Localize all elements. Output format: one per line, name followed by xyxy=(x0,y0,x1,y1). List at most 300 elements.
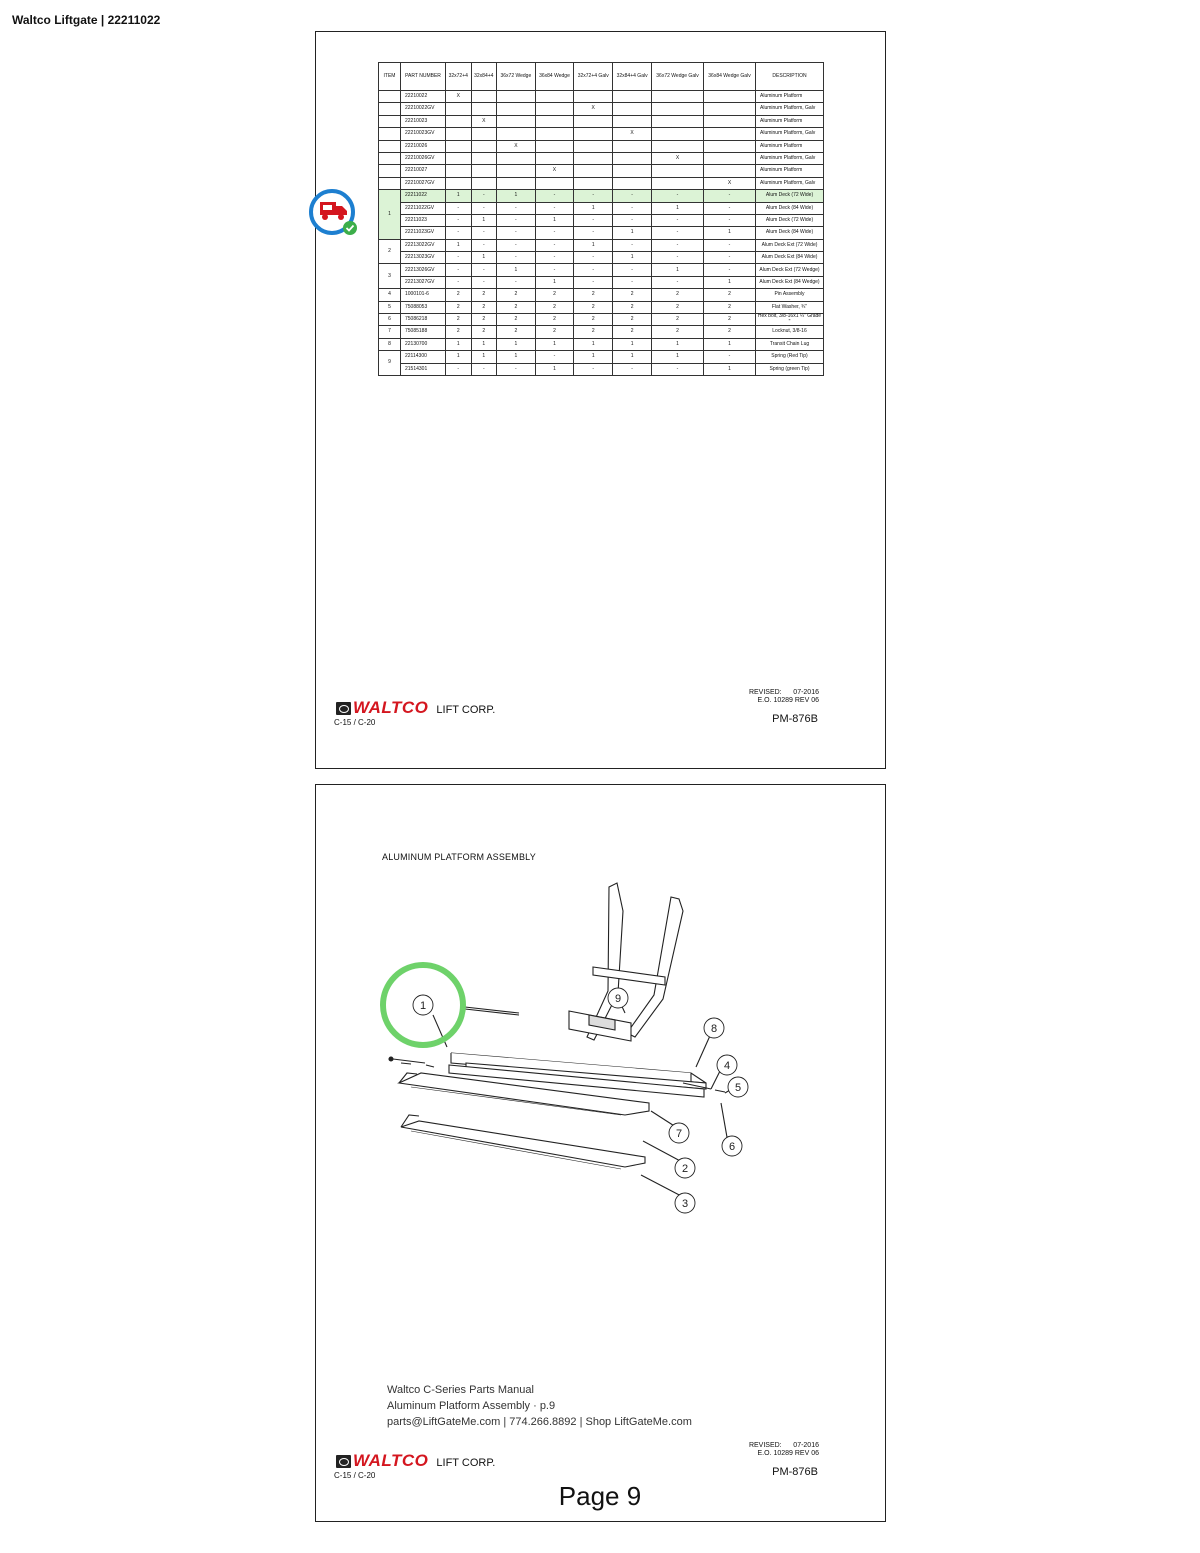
item-cell: 5 xyxy=(379,301,401,313)
quantity-cell: 2 xyxy=(446,301,472,313)
quantity-cell xyxy=(574,115,613,127)
table-row xyxy=(379,338,824,350)
callout-1 xyxy=(413,995,433,1015)
quantity-cell: 2 xyxy=(497,301,536,313)
description-cell: Aluminum Platform xyxy=(756,140,824,152)
quantity-cell: 2 xyxy=(535,289,574,301)
item-cell: 9 xyxy=(379,351,401,376)
quantity-cell: 2 xyxy=(574,301,613,313)
liftgate-truck-badge-icon xyxy=(308,188,358,238)
part-number-cell: 22114300 xyxy=(401,351,446,363)
header-variant: 32x84+4 xyxy=(471,63,497,91)
quantity-cell: 2 xyxy=(574,289,613,301)
lift-arm xyxy=(627,897,683,1037)
table-row xyxy=(379,152,824,164)
item-cell: 8 xyxy=(379,338,401,350)
quantity-cell: 1 xyxy=(652,202,704,214)
brand-name: WALTCO xyxy=(353,1451,429,1470)
callout-3 xyxy=(675,1193,695,1213)
quantity-cell: - xyxy=(446,202,472,214)
quantity-cell: - xyxy=(471,264,497,276)
svg-text:6: 6 xyxy=(728,1141,736,1153)
quantity-cell: - xyxy=(446,227,472,239)
quantity-cell xyxy=(535,103,574,115)
description-cell: Alum Deck (84 Wide) xyxy=(756,202,824,214)
quantity-cell: - xyxy=(652,190,704,202)
quantity-cell: - xyxy=(535,351,574,363)
manual-title: Waltco C-Series Parts Manual xyxy=(387,1384,534,1396)
quantity-cell xyxy=(574,165,613,177)
item-cell: 2 xyxy=(379,239,401,264)
quantity-cell: 2 xyxy=(574,314,613,326)
description-cell: Flat Washer, ¾" xyxy=(756,301,824,313)
table-row xyxy=(379,276,824,288)
table-row xyxy=(379,115,824,127)
quantity-cell xyxy=(574,177,613,189)
quantity-cell xyxy=(471,177,497,189)
table-row xyxy=(379,363,824,375)
revised-label: REVISED: xyxy=(748,1442,782,1449)
manual-section: Aluminum Platform Assembly · p.9 xyxy=(387,1400,556,1412)
quantity-cell: 2 xyxy=(446,314,472,326)
quantity-cell: - xyxy=(446,252,472,264)
quantity-cell: - xyxy=(703,351,755,363)
quantity-cell: - xyxy=(613,202,652,214)
quantity-cell: 2 xyxy=(652,289,704,301)
quantity-cell: 2 xyxy=(613,326,652,338)
quantity-cell: 2 xyxy=(497,326,536,338)
quantity-cell: - xyxy=(471,202,497,214)
quantity-cell xyxy=(497,115,536,127)
table-row xyxy=(379,165,824,177)
eo-number: E.O. 10289 REV 06 xyxy=(757,1450,819,1458)
table-row xyxy=(379,202,824,214)
quantity-cell xyxy=(471,128,497,140)
part-number-cell: 22210022 xyxy=(401,91,446,103)
header-description: DESCRIPTION xyxy=(756,63,824,91)
quantity-cell: X xyxy=(497,140,536,152)
part-number-cell: 75088053 xyxy=(401,301,446,313)
item-cell xyxy=(379,152,401,164)
header-variant: 32x72+4 xyxy=(446,63,472,91)
brand-corp: LIFT CORP. xyxy=(436,704,496,716)
item-cell xyxy=(379,128,401,140)
quantity-cell xyxy=(535,91,574,103)
table-row xyxy=(379,103,824,115)
quantity-cell xyxy=(446,128,472,140)
item-cell: 3 xyxy=(379,264,401,289)
quantity-cell: - xyxy=(703,202,755,214)
description-cell: Alum Deck (84 Wide) xyxy=(756,227,824,239)
pm-number: PM-876B xyxy=(772,1466,818,1478)
header-variant: 36x84 Wedge Galv xyxy=(703,63,755,91)
part-number-cell: 22211023 xyxy=(401,214,446,226)
quantity-cell: X xyxy=(446,91,472,103)
part-number-cell: 22211022 xyxy=(401,190,446,202)
quantity-cell: - xyxy=(471,190,497,202)
quantity-cell: - xyxy=(471,227,497,239)
item-cell: 6 xyxy=(379,314,401,326)
quantity-cell: 1 xyxy=(535,276,574,288)
table-row xyxy=(379,214,824,226)
quantity-cell: X xyxy=(652,152,704,164)
part-number-cell: 22130700 xyxy=(401,338,446,350)
header-variant: 36x84 Wedge xyxy=(535,63,574,91)
quantity-cell xyxy=(497,177,536,189)
revision-block xyxy=(749,1442,819,1459)
quantity-cell: 2 xyxy=(703,314,755,326)
description-cell: Alum Deck (72 Wide) xyxy=(756,190,824,202)
callout-7 xyxy=(669,1123,689,1143)
quantity-cell: - xyxy=(446,363,472,375)
quantity-cell xyxy=(574,128,613,140)
svg-text:3: 3 xyxy=(681,1198,689,1210)
quantity-cell: 2 xyxy=(446,326,472,338)
manual-info xyxy=(387,1382,692,1430)
quantity-cell: 2 xyxy=(535,326,574,338)
quantity-cell xyxy=(652,115,704,127)
quantity-cell xyxy=(446,103,472,115)
quantity-cell: 1 xyxy=(652,351,704,363)
description-cell: Spring (Red Tip) xyxy=(756,351,824,363)
eo-number: E.O. 10289 REV 06 xyxy=(757,697,819,705)
quantity-cell: - xyxy=(535,190,574,202)
quantity-cell xyxy=(613,91,652,103)
quantity-cell xyxy=(497,165,536,177)
waltco-mark-icon xyxy=(336,702,351,715)
quantity-cell: - xyxy=(613,363,652,375)
model-label: C-15 / C-20 xyxy=(334,1471,376,1480)
callout-8 xyxy=(704,1018,724,1038)
waltco-logo xyxy=(336,698,495,718)
quantity-cell xyxy=(574,152,613,164)
header-item: ITEM xyxy=(379,63,401,91)
part-number-cell: 22210027GV xyxy=(401,177,446,189)
quantity-cell: 1 xyxy=(497,264,536,276)
description-cell: Alum Deck Ext (84 Wedge) xyxy=(756,276,824,288)
quantity-cell: 2 xyxy=(535,314,574,326)
quantity-cell xyxy=(535,115,574,127)
quantity-cell xyxy=(471,140,497,152)
part-number-cell: 22213022GV xyxy=(401,239,446,251)
quantity-cell: X xyxy=(471,115,497,127)
quantity-cell xyxy=(446,177,472,189)
quantity-cell: - xyxy=(613,190,652,202)
part-number-cell: 22211023GV xyxy=(401,227,446,239)
quantity-cell: - xyxy=(613,239,652,251)
quantity-cell xyxy=(703,140,755,152)
quantity-cell: 2 xyxy=(703,301,755,313)
table-row xyxy=(379,190,824,202)
quantity-cell: - xyxy=(652,239,704,251)
description-cell: Pin Assembly xyxy=(756,289,824,301)
quantity-cell: 2 xyxy=(613,314,652,326)
quantity-cell xyxy=(613,177,652,189)
deck-extension xyxy=(401,1121,645,1167)
quantity-cell: - xyxy=(446,276,472,288)
quantity-cell xyxy=(613,152,652,164)
item-cell xyxy=(379,140,401,152)
quantity-cell: 2 xyxy=(535,301,574,313)
quantity-cell: - xyxy=(497,239,536,251)
quantity-cell: 1 xyxy=(535,338,574,350)
description-cell: Spring (green Tip) xyxy=(756,363,824,375)
quantity-cell: 2 xyxy=(446,289,472,301)
quantity-cell: 1 xyxy=(574,202,613,214)
quantity-cell: 2 xyxy=(613,301,652,313)
quantity-cell xyxy=(471,165,497,177)
quantity-cell: - xyxy=(446,214,472,226)
svg-text:8: 8 xyxy=(710,1023,718,1035)
quantity-cell: 1 xyxy=(446,351,472,363)
quantity-cell xyxy=(574,140,613,152)
table-row xyxy=(379,351,824,363)
quantity-cell: - xyxy=(471,363,497,375)
svg-text:7: 7 xyxy=(675,1128,683,1140)
quantity-cell: 1 xyxy=(703,363,755,375)
quantity-cell: X xyxy=(574,103,613,115)
quantity-cell: 2 xyxy=(652,314,704,326)
quantity-cell: 1 xyxy=(613,227,652,239)
quantity-cell: 1 xyxy=(613,351,652,363)
header-variant: 36x72 Wedge xyxy=(497,63,536,91)
quantity-cell xyxy=(613,165,652,177)
quantity-cell: 1 xyxy=(574,239,613,251)
quantity-cell: - xyxy=(652,276,704,288)
description-cell: Transit Chain Lug xyxy=(756,338,824,350)
quantity-cell xyxy=(703,115,755,127)
quantity-cell: - xyxy=(652,214,704,226)
item-cell xyxy=(379,177,401,189)
quantity-cell: 1 xyxy=(613,338,652,350)
quantity-cell xyxy=(652,140,704,152)
callout-4 xyxy=(717,1055,737,1075)
quantity-cell: 2 xyxy=(471,314,497,326)
quantity-cell: 1 xyxy=(471,351,497,363)
quantity-cell xyxy=(446,140,472,152)
quantity-cell: - xyxy=(497,227,536,239)
quantity-cell: 1 xyxy=(652,264,704,276)
quantity-cell xyxy=(703,128,755,140)
quantity-cell: X xyxy=(535,165,574,177)
quantity-cell xyxy=(497,128,536,140)
quantity-cell: - xyxy=(613,264,652,276)
quantity-cell: 1 xyxy=(446,239,472,251)
quantity-cell: 2 xyxy=(574,326,613,338)
item-cell: 4 xyxy=(379,289,401,301)
brand-corp: LIFT CORP. xyxy=(436,1457,496,1469)
quantity-cell xyxy=(497,152,536,164)
part-number-cell: 21514301 xyxy=(401,363,446,375)
table-row xyxy=(379,314,824,326)
quantity-cell: 1 xyxy=(497,338,536,350)
description-cell: Aluminum Platform xyxy=(756,115,824,127)
quantity-cell: 2 xyxy=(613,289,652,301)
quantity-cell: - xyxy=(535,264,574,276)
quantity-cell: 2 xyxy=(652,326,704,338)
quantity-cell xyxy=(652,103,704,115)
description-cell: Aluminum Platform xyxy=(756,91,824,103)
quantity-cell: 1 xyxy=(574,338,613,350)
assembly-title: ALUMINUM PLATFORM ASSEMBLY xyxy=(382,852,536,862)
part-number-cell: 1000101-6 xyxy=(401,289,446,301)
header-part-number: PART NUMBER xyxy=(401,63,446,91)
revised-label: REVISED: xyxy=(748,689,782,696)
quantity-cell xyxy=(535,152,574,164)
quantity-cell: - xyxy=(574,264,613,276)
quantity-cell: X xyxy=(613,128,652,140)
item-cell xyxy=(379,103,401,115)
quantity-cell: 2 xyxy=(471,289,497,301)
quantity-cell: 1 xyxy=(446,190,472,202)
quantity-cell: - xyxy=(613,276,652,288)
item-cell xyxy=(379,165,401,177)
quantity-cell: - xyxy=(574,276,613,288)
quantity-cell: 1 xyxy=(497,351,536,363)
table-row xyxy=(379,128,824,140)
table-row xyxy=(379,227,824,239)
quantity-cell: 1 xyxy=(613,252,652,264)
quantity-cell: - xyxy=(703,264,755,276)
platform-assembly-diagram xyxy=(371,875,831,1225)
part-number-cell: 22210023GV xyxy=(401,128,446,140)
quantity-cell: 2 xyxy=(471,301,497,313)
quantity-cell xyxy=(574,91,613,103)
quantity-cell: - xyxy=(497,252,536,264)
part-number-cell: 22210027 xyxy=(401,165,446,177)
document-title: Waltco Liftgate | 22211022 xyxy=(12,13,161,27)
revision-block xyxy=(749,689,819,706)
quantity-cell: 1 xyxy=(574,351,613,363)
quantity-cell: 2 xyxy=(652,301,704,313)
brand-name: WALTCO xyxy=(353,698,429,717)
quantity-cell: - xyxy=(574,227,613,239)
quantity-cell: - xyxy=(535,202,574,214)
waltco-mark-icon xyxy=(336,1455,351,1468)
part-number-cell: 22213027GV xyxy=(401,276,446,288)
quantity-cell: - xyxy=(497,202,536,214)
quantity-cell: - xyxy=(471,239,497,251)
callout-5 xyxy=(728,1077,748,1097)
parts-list-sheet xyxy=(315,31,886,769)
description-cell: Alum Deck Ext (72 Wide) xyxy=(756,239,824,251)
part-number-cell: 22210023 xyxy=(401,115,446,127)
quantity-cell: 1 xyxy=(471,338,497,350)
part-number-cell: 22210026GV xyxy=(401,152,446,164)
item-cell xyxy=(379,115,401,127)
quantity-cell: 1 xyxy=(703,338,755,350)
quantity-cell xyxy=(652,91,704,103)
quantity-cell: 1 xyxy=(535,214,574,226)
table-row xyxy=(379,252,824,264)
quantity-cell xyxy=(471,91,497,103)
part-number-cell: 22210022GV xyxy=(401,103,446,115)
quantity-cell: - xyxy=(574,252,613,264)
quantity-cell: - xyxy=(446,264,472,276)
description-cell: Aluminum Platform xyxy=(756,165,824,177)
item-cell: 7 xyxy=(379,326,401,338)
quantity-cell: 1 xyxy=(703,227,755,239)
quantity-cell xyxy=(703,103,755,115)
quantity-cell xyxy=(497,91,536,103)
callout-2 xyxy=(675,1158,695,1178)
table-row xyxy=(379,301,824,313)
quantity-cell xyxy=(535,128,574,140)
description-cell: Alum Deck Ext (72 Wedge) xyxy=(756,264,824,276)
svg-text:2: 2 xyxy=(681,1163,689,1175)
quantity-cell: - xyxy=(703,214,755,226)
waltco-logo xyxy=(336,1451,495,1471)
quantity-cell: - xyxy=(497,276,536,288)
assembly-drawing-sheet xyxy=(315,784,886,1522)
table-row xyxy=(379,140,824,152)
quantity-cell: 1 xyxy=(497,190,536,202)
table-row xyxy=(379,239,824,251)
svg-text:9: 9 xyxy=(614,993,622,1005)
header-variant: 36x72 Wedge Galv xyxy=(652,63,704,91)
parts-table xyxy=(378,62,824,376)
quantity-cell xyxy=(446,152,472,164)
item-cell xyxy=(379,91,401,103)
quantity-cell: - xyxy=(535,252,574,264)
quantity-cell xyxy=(497,103,536,115)
quantity-cell: 2 xyxy=(497,314,536,326)
description-cell: Hex bolt, 3/8-16x1 ¼" Grade " xyxy=(756,314,824,326)
description-cell: Aluminum Platform, Galv xyxy=(756,128,824,140)
quantity-cell: 1 xyxy=(703,276,755,288)
quantity-cell xyxy=(652,177,704,189)
quantity-cell: 2 xyxy=(703,326,755,338)
quantity-cell xyxy=(471,103,497,115)
quantity-cell xyxy=(703,165,755,177)
quantity-cell: - xyxy=(574,363,613,375)
table-row xyxy=(379,289,824,301)
quantity-cell xyxy=(703,91,755,103)
quantity-cell: - xyxy=(535,239,574,251)
table-row xyxy=(379,91,824,103)
part-number-cell: 75086218 xyxy=(401,314,446,326)
table-row xyxy=(379,264,824,276)
quantity-cell xyxy=(613,140,652,152)
part-number-cell: 22213023GV xyxy=(401,252,446,264)
svg-text:4: 4 xyxy=(723,1060,731,1072)
quantity-cell: - xyxy=(703,190,755,202)
quantity-cell: 1 xyxy=(446,338,472,350)
description-cell: Alum Deck Ext (84 Wide) xyxy=(756,252,824,264)
quantity-cell: - xyxy=(703,252,755,264)
table-row xyxy=(379,177,824,189)
quantity-cell: - xyxy=(535,227,574,239)
description-cell: Aluminum Platform, Galv xyxy=(756,152,824,164)
callout-9 xyxy=(608,988,628,1008)
quantity-cell xyxy=(652,128,704,140)
quantity-cell xyxy=(652,165,704,177)
quantity-cell: 2 xyxy=(703,289,755,301)
quantity-cell: 1 xyxy=(471,214,497,226)
description-cell: Alum Deck (72 Wide) xyxy=(756,214,824,226)
model-label: C-15 / C-20 xyxy=(334,718,376,727)
table-header-row xyxy=(379,63,824,91)
quantity-cell: 1 xyxy=(471,252,497,264)
cross-tube xyxy=(593,967,665,985)
quantity-cell xyxy=(535,177,574,189)
quantity-cell: X xyxy=(703,177,755,189)
part-number-cell: 22210026 xyxy=(401,140,446,152)
quantity-cell: 2 xyxy=(497,289,536,301)
quantity-cell: - xyxy=(574,214,613,226)
part-number-cell: 22213026GV xyxy=(401,264,446,276)
quantity-cell: - xyxy=(652,252,704,264)
